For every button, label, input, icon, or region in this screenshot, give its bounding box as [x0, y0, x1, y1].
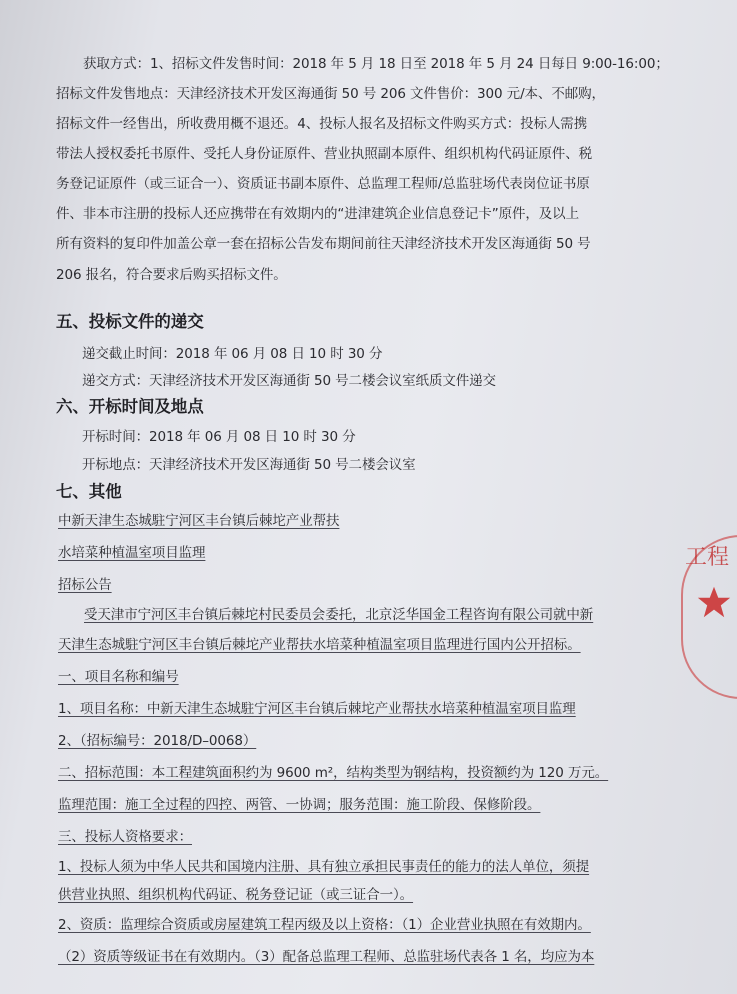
text-line: 二、招标范围：本工程建筑面积约为 9600 m²，结构类型为钢结构，投资额约为 120 万元。	[58, 765, 609, 781]
text-line: 务登记证原件（或三证合一）、资质证书副本原件、总监理工程师/总监驻场代表岗位证书原	[56, 176, 590, 192]
text-line: 开标时间：2018 年 06 月 08 日 10 时 30 分	[82, 429, 356, 445]
text-line: （2）资质等级证书在有效期内。（3）配备总监理工程师、总监驻场代表各 1 名，均应为本	[58, 949, 595, 965]
section-heading: 七、其他	[56, 482, 122, 501]
text-line: 一、项目名称和编号	[58, 669, 179, 685]
text-line: 带法人授权委托书原件、受托人身份证原件、营业执照副本原件、组织机构代码证原件、税	[56, 146, 592, 162]
section-heading: 五、投标文件的递交	[56, 312, 204, 331]
text-line: 206 报名，符合要求后购买招标文件。	[56, 267, 287, 283]
text-line: 供营业执照、组织机构代码证、税务登记证（或三证合一）。	[58, 887, 414, 903]
text-line: 监理范围：施工全过程的四控、两管、一协调；服务范围：施工阶段、保修阶段。	[58, 797, 541, 813]
text-line: 水培菜种植温室项目监理	[58, 545, 206, 561]
text-line: 递交截止时间：2018 年 06 月 08 日 10 时 30 分	[82, 346, 383, 362]
text-line: 招标公告	[58, 577, 112, 593]
text-line: 获取方式：1、招标文件发售时间：2018 年 5 月 18 日至 2018 年 5 月 24 日每日 9:00-16:00；	[83, 56, 669, 72]
stamp-text: 工程	[684, 545, 729, 570]
text-line: 1、投标人须为中华人民共和国境内注册、具有独立承担民事责任的能力的法人单位，须提	[58, 859, 590, 875]
star-icon	[697, 585, 731, 619]
text-line: 中新天津生态城駐宁河区丰台镇后棘坨产业帮扶	[58, 513, 340, 529]
text-line: 2、（招标编号：2018/D–0068）	[58, 733, 257, 749]
text-line: 天津生态城駐宁河区丰台镇后棘坨产业帮扶水培菜种植温室项目监理进行国内公开招标。	[58, 637, 581, 653]
text-line: 2、资质：监理综合资质或房屋建筑工程丙级及以上资格：（1）企业营业执照在有效期内。	[58, 917, 591, 933]
text-line: 招标文件发售地点：天津经济技术开发区海通街 50 号 206 文件售价：300 元/本、不邮购，	[56, 86, 605, 102]
text-line: 招标文件一经售出，所收费用概不退还。4、投标人报名及招标文件购买方式：投标人需携	[56, 116, 588, 132]
section-heading: 六、开标时间及地点	[56, 397, 204, 416]
text-line: 开标地点：天津经济技术开发区海通街 50 号二楼会议室	[82, 457, 416, 473]
text-line: 递交方式：天津经济技术开发区海通街 50 号二楼会议室纸质文件递交	[82, 373, 496, 389]
text-line: 受天津市宁河区丰台镇后棘坨村民委员会委托，北京泛华国金工程咨询有限公司就中新	[84, 607, 594, 623]
text-line: 件、非本市注册的投标人还应携带在有效期内的“进津建筑企业信息登记卡”原件，及以上	[56, 206, 579, 222]
text-line: 三、投标人资格要求：	[58, 829, 192, 845]
text-line: 所有资料的复印件加盖公章一套在招标公告发布期间前往天津经济技术开发区海通街 50 号	[56, 236, 591, 252]
text-line: 1、项目名称：中新天津生态城駐宁河区丰台镇后棘坨产业帮扶水培菜种植温室项目监理	[58, 701, 576, 717]
